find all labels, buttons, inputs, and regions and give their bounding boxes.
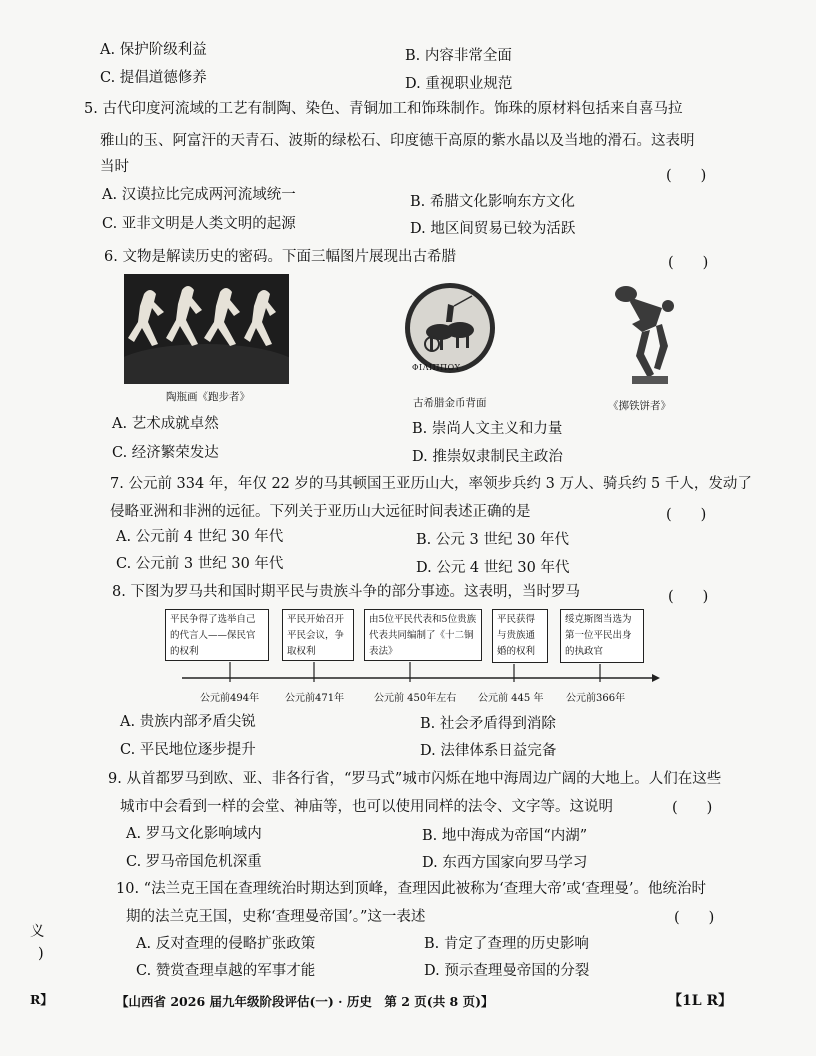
q4-option-d: D. 重视职业规范 (405, 76, 513, 92)
q10-stem-line2: 期的法兰克王国，史称‘查理曼帝国’。”这一表述 (126, 909, 426, 925)
q7-option-a: A. 公元前 4 世纪 30 年代 (116, 529, 284, 545)
timeline-date: 公元前366年 (566, 693, 626, 704)
q10-option-b: B. 肯定了查理的历史影响 (424, 936, 589, 952)
timeline-date: 公元前471年 (285, 693, 345, 704)
q8-answer-bracket: ( ) (668, 589, 709, 605)
q8-option-b: B. 社会矛盾得到消除 (420, 716, 556, 732)
q4-option-c: C. 提倡道德修养 (100, 70, 207, 86)
timeline-axis (180, 660, 660, 690)
q8-option-a: A. 贵族内部矛盾尖锐 (120, 714, 256, 730)
q8-option-c: C. 平民地位逐步提升 (120, 742, 256, 758)
timeline-event-box: 平民争得了选举自己的代言人——保民官的权利 (165, 609, 269, 661)
q5-option-c: C. 亚非文明是人类文明的起源 (102, 216, 296, 232)
timeline-event-box: 平民开始召开平民会议，争取权利 (282, 609, 354, 661)
q6-option-d: D. 推崇奴隶制民主政治 (412, 449, 563, 465)
q5-answer-bracket: ( ) (666, 168, 707, 184)
q5-option-d: D. 地区间贸易已较为活跃 (410, 221, 576, 237)
q6-stem: 6. 文物是解读历史的密码。下面三幅图片展现出古希腊 (104, 249, 456, 265)
coin-caption: 古希腊金币背面 (413, 397, 487, 409)
q9-option-d: D. 东西方国家向罗马学习 (422, 855, 588, 871)
q9-stem-line1: 9. 从首都罗马到欧、亚、非各行省，“罗马式”城市闪烁在地中海周边广阔的大地上。人们在这些 (108, 771, 722, 787)
margin-fragment: ) (38, 946, 44, 962)
statue-caption: 《掷铁饼者》 (608, 400, 671, 412)
q5-option-a: A. 汉谟拉比完成两河流域统一 (102, 187, 296, 203)
q10-stem-line1: 10. “法兰克王国在查理统治时期达到顶峰，查理因此被称为‘查理大帝’或‘查理曼’。他统治时 (116, 881, 707, 897)
q7-option-c: C. 公元前 3 世纪 30 年代 (116, 556, 284, 572)
q9-option-c: C. 罗马帝国危机深重 (126, 854, 262, 870)
q9-answer-bracket: ( ) (672, 800, 713, 816)
q10-option-d: D. 预示查理曼帝国的分裂 (424, 963, 590, 979)
q6-option-b: B. 崇尚人文主义和力量 (412, 421, 563, 437)
footer-right-tag: 【1L R】 (668, 993, 733, 1009)
greek-gold-coin (404, 282, 496, 374)
q4-option-b: B. 内容非常全面 (405, 48, 512, 64)
coin-inscription: ΦΙΛΙΠΠΟΥ (412, 363, 461, 372)
q7-option-b: B. 公元 3 世纪 30 年代 (416, 532, 569, 548)
footer-page-info: 【山西省 2026 届九年级阶段评估(一) · 历史 第 2 页(共 8 页)】 (116, 994, 494, 1009)
q4-option-a: A. 保护阶级利益 (100, 42, 207, 58)
timeline-date: 公元前 450年左右 (374, 693, 457, 704)
q9-option-b: B. 地中海成为帝国“内湖” (422, 828, 588, 844)
q7-stem-line2: 侵略亚洲和非洲的远征。下列关于亚历山大远征时间表述正确的是 (110, 504, 531, 520)
q5-option-b: B. 希腊文化影响东方文化 (410, 194, 575, 210)
q10-option-c: C. 赞赏查理卓越的军事才能 (136, 963, 316, 979)
vase-painting-runners (124, 274, 289, 384)
q6-option-c: C. 经济繁荣发达 (112, 445, 219, 461)
q6-answer-bracket: ( ) (668, 255, 709, 271)
q5-stem-line3: 当时 (100, 159, 129, 175)
q10-option-a: A. 反对查理的侵略扩张政策 (136, 936, 316, 952)
q8-stem: 8. 下图为罗马共和国时期平民与贵族斗争的部分事迹。这表明，当时罗马 (112, 584, 580, 600)
timeline-event-box: 由5位平民代表和5位贵族代表共同编制了《十二铜表法》 (364, 609, 482, 661)
timeline-event-box: 平民获得与贵族通婚的权利 (492, 609, 548, 663)
timeline-date: 公元前494年 (200, 693, 260, 704)
footer-left-tag: R】 (30, 992, 53, 1007)
vase-caption: 陶瓶画《跑步者》 (166, 391, 250, 403)
q5-stem-line1: 5. 古代印度河流域的工艺有制陶、染色、青铜加工和饰珠制作。饰珠的原材料包括来自喜马拉 (84, 101, 683, 117)
q9-stem-line2: 城市中会看到一样的会堂、神庙等，也可以使用同样的法令、文字等。这说明 (120, 799, 613, 815)
timeline-date: 公元前 445 年 (478, 693, 544, 704)
q7-option-d: D. 公元 4 世纪 30 年代 (416, 560, 570, 576)
q10-answer-bracket: ( ) (674, 910, 715, 926)
q8-option-d: D. 法律体系日益完备 (420, 743, 557, 759)
timeline-event-box: 绥克斯图当选为第一位平民出身的执政官 (560, 609, 644, 663)
q6-option-a: A. 艺术成就卓然 (112, 416, 219, 432)
q7-answer-bracket: ( ) (666, 507, 707, 523)
q7-stem-line1: 7. 公元前 334 年，年仅 22 岁的马其顿国王亚历山大，率领步兵约 3 万人、骑兵约 5 千人，发动了 (110, 476, 752, 492)
q9-option-a: A. 罗马文化影响域内 (126, 826, 262, 842)
margin-fragment: 义 (30, 924, 45, 940)
q5-stem-line2: 雅山的玉、阿富汗的天青石、波斯的绿松石、印度德干高原的紫水晶以及当地的滑石。这表明 (100, 133, 695, 149)
discus-thrower-statue (612, 282, 684, 388)
